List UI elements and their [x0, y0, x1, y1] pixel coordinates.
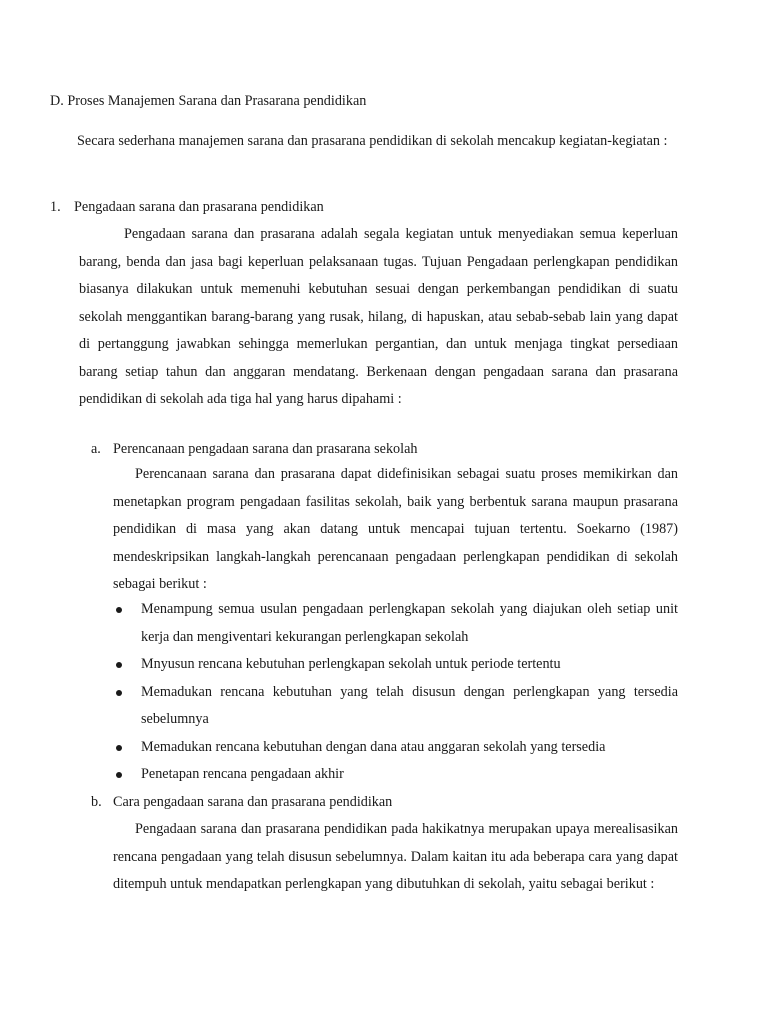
subheading-a	[91, 436, 417, 464]
list-item	[113, 761, 678, 789]
sub-letter-a: a.	[91, 441, 101, 457]
bullet-icon	[116, 607, 122, 613]
list-item	[113, 596, 678, 651]
section-1-paragraph: Pengadaan sarana dan prasarana adalah segala kegiatan untuk menyediakan semua keperluan barang, benda dan jasa bagi keperluan pelaksanaan tugas. Tujuan Pengadaan perlengkapan pendidikan biasanya dilakukan untuk memenuhi kebutuhan sesuai dengan perkembangan pendidikan di suatu sekolah menggantikan barang-barang yang rusak, hilang, di hapuskan, atau sebab-sebab lain yang dapat di pertanggung jawabkan sehingga memerlukan pergantian, dan untuk menjaga tingkat persediaan barang setiap tahun dan anggaran mendatang. Berkenaan dengan pengadaan sarana dan prasarana pendidikan di sekolah ada tiga hal yang harus dipahami :	[79, 226, 678, 407]
list-item-text: Mnyusun rencana kebutuhan perlengkapan sekolah untuk periode tertentu	[141, 656, 561, 672]
list-item-text: Penetapan rencana pengadaan akhir	[141, 766, 344, 782]
numbered-heading-title: Pengadaan sarana dan prasarana pendidikan	[74, 199, 324, 215]
numbered-heading-1	[50, 194, 324, 222]
subheading-b-title: Cara pengadaan sarana dan prasarana pendidikan	[113, 794, 393, 810]
bullet-icon	[116, 745, 122, 751]
list-number: 1.	[50, 199, 61, 215]
sub-a-paragraph: Perencanaan sarana dan prasarana dapat didefinisikan sebagai suatu proses memikirkan dan menetapkan program pengadaan fasilitas sekolah, baik yang berbentuk sarana maupun prasarana pendidikan di masa yang akan datang untuk mencapai tujuan tertentu. Soekarno (1987) mendeskripsikan langkah-langkah perencanaan pengadaan perlengkapan pendidikan di sekolah sebagai berikut :	[113, 466, 678, 592]
section-heading: D. Proses Manajemen Sarana dan Prasarana pendidikan	[50, 93, 367, 109]
intro-paragraph: Secara sederhana manajemen sarana dan prasarana pendidikan di sekolah mencakup kegiatan-kegiatan :	[77, 133, 668, 149]
list-item	[113, 679, 678, 734]
list-item-text: Menampung semua usulan pengadaan perlengkapan sekolah yang diajukan oleh setiap unit kerja dan mengiventari kekurangan perlengkapan sekolah	[141, 601, 678, 645]
bullet-icon	[116, 772, 122, 778]
sub-b-paragraph: Pengadaan sarana dan prasarana pendidikan pada hakikatnya merupakan upaya merealisasikan rencana pengadaan yang telah disusun sebelumnya. Dalam kaitan itu ada beberapa cara yang dapat ditempuh untuk mendapatkan perlengkapan yang dibutuhkan di sekolah, yaitu sebagai berikut :	[113, 821, 678, 892]
bullet-icon	[116, 690, 122, 696]
subheading-a-title: Perencanaan pengadaan sarana dan prasarana sekolah	[113, 441, 418, 457]
bullet-icon	[116, 662, 122, 668]
sub-letter-b: b.	[91, 794, 102, 810]
subheading-b	[91, 789, 392, 817]
list-item	[113, 651, 678, 679]
bullet-list	[113, 596, 678, 789]
list-item	[113, 734, 678, 762]
list-item-text: Memadukan rencana kebutuhan dengan dana atau anggaran sekolah yang tersedia	[141, 738, 606, 755]
list-item-text: Memadukan rencana kebutuhan yang telah disusun dengan perlengkapan yang tersedia sebelumnya	[141, 683, 678, 727]
